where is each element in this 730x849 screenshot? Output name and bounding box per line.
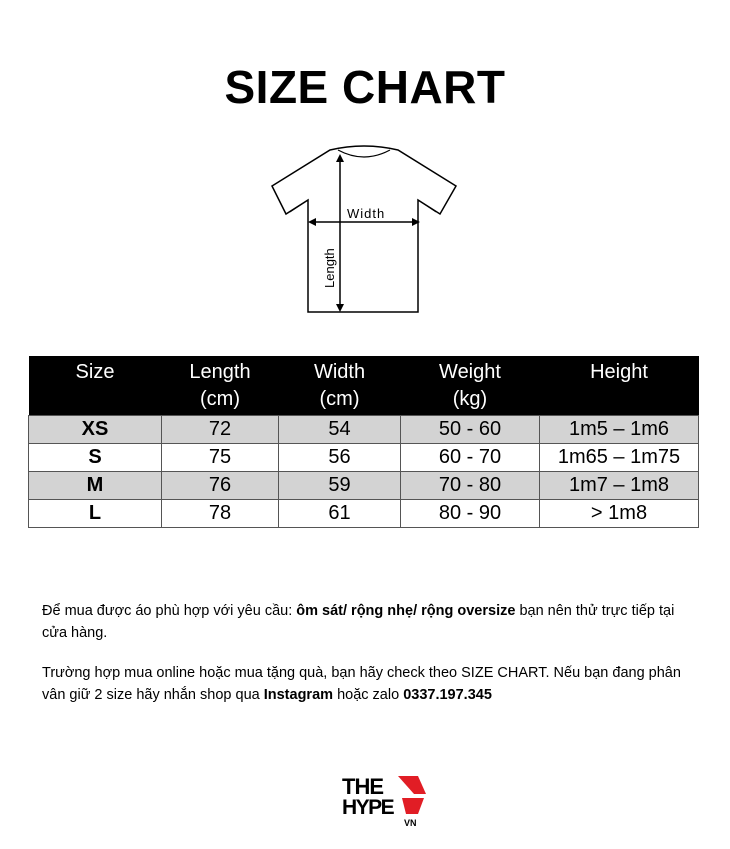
length-label: Length: [322, 248, 337, 288]
header-length: Length (cm): [162, 356, 279, 416]
header-width: Width (cm): [279, 356, 401, 416]
cell-height: 1m65 – 1m75: [540, 444, 699, 472]
cell-size: L: [29, 500, 162, 528]
table-header-row: [29, 356, 699, 416]
table-row: [29, 500, 699, 528]
table-row: [29, 416, 699, 444]
cell-size: M: [29, 472, 162, 500]
cell-width: 59: [279, 472, 401, 500]
logo-line-vn: VN: [404, 818, 417, 828]
cell-width: 56: [279, 444, 401, 472]
the-hype-logo: [340, 772, 430, 830]
width-label: Width: [347, 206, 386, 221]
cell-length: 75: [162, 444, 279, 472]
table-row: [29, 444, 699, 472]
cell-weight: 60 - 70: [401, 444, 540, 472]
instagram-label: Instagram: [263, 687, 334, 703]
logo-line-hype: HYPE: [342, 796, 394, 819]
cell-size: XS: [29, 416, 162, 444]
tshirt-diagram: [268, 142, 460, 318]
header-weight: Weight (kg): [401, 356, 540, 416]
cell-height: 1m7 – 1m8: [540, 472, 699, 500]
cell-width: 54: [279, 416, 401, 444]
cell-weight: 80 - 90: [401, 500, 540, 528]
cell-height: > 1m8: [540, 500, 699, 528]
zalo-phone: 0337.197.345: [403, 687, 492, 703]
note-paragraph-2: Trường hợp mua online hoặc mua tặng quà, bạn hãy check theo SIZE CHART. Nếu bạn đang phân vân giữ 2 size hãy nhắn shop qua Instagram hoặc zalo 0337.197.345: [42, 665, 681, 703]
cell-width: 61: [279, 500, 401, 528]
note-paragraph-1: Để mua được áo phù hợp với yêu cầu: ôm sát/ rộng nhẹ/ rộng oversize bạn nên thử trực tiếp tại cửa hàng.: [42, 603, 675, 641]
notes-section: [42, 600, 682, 724]
logo-line-the: THE: [342, 774, 383, 799]
cell-size: S: [29, 444, 162, 472]
size-table: [28, 356, 699, 528]
cell-length: 78: [162, 500, 279, 528]
cell-length: 72: [162, 416, 279, 444]
cell-length: 76: [162, 472, 279, 500]
cell-weight: 70 - 80: [401, 472, 540, 500]
cell-height: 1m5 – 1m6: [540, 416, 699, 444]
page-title: SIZE CHART: [224, 61, 506, 113]
header-size: Size: [29, 356, 162, 416]
cell-weight: 50 - 60: [401, 416, 540, 444]
tshirt-outline: [272, 146, 456, 312]
table-row: [29, 472, 699, 500]
header-height: Height: [540, 356, 699, 416]
